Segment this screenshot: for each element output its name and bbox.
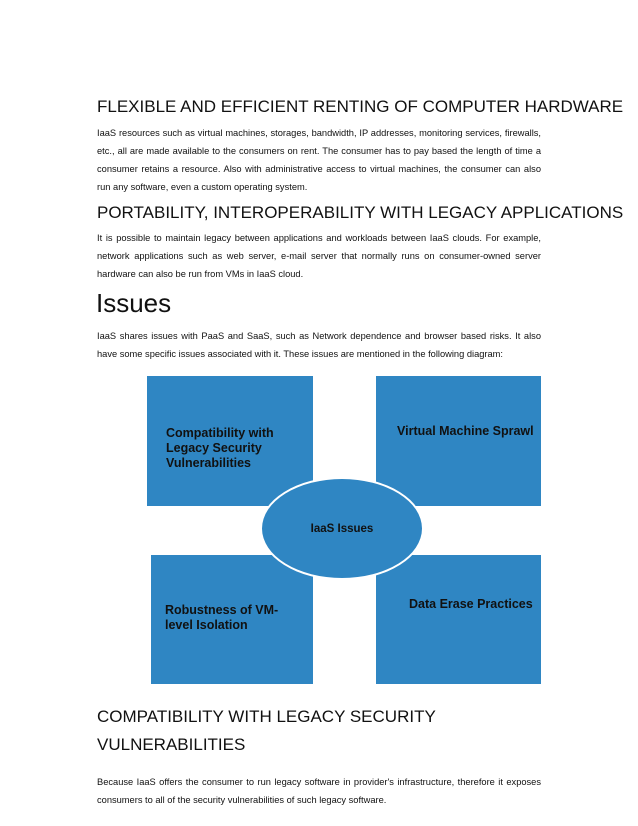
box-compatibility-label	[166, 426, 274, 471]
box-data-erase	[376, 555, 541, 684]
center-ellipse-label: IaaS Issues	[310, 523, 374, 535]
box-vm-sprawl	[376, 376, 541, 506]
box-robustness-line-1: Robustness of VM-	[165, 603, 279, 617]
box-compatibility-line-3: Vulnerabilities	[166, 456, 251, 470]
paragraph-flexible-renting: IaaS resources such as virtual machines, storages, bandwidth, IP addresses, monitoring services, firewalls, etc., all are made available to the consumers on rent. The consumer has to pay based the length of time a consumer retains a resource. Also with administrative access to virtual machines, the consumer can also run any software, even a custom operating system.	[97, 128, 541, 192]
paragraph-compatibility: Because IaaS offers the consumer to run legacy software in provider's infrastructure, therefore it exposes consumers to all of the security vulnerabilities of such legacy software.	[97, 777, 541, 805]
box-data-erase-label: Data Erase Practices	[409, 597, 533, 611]
box-robustness-line-2: level Isolation	[165, 618, 248, 632]
box-compatibility-line-1: Compatibility with	[166, 426, 274, 440]
paragraph-issues: IaaS shares issues with PaaS and SaaS, such as Network dependence and browser based risks. It also have some specific issues associated with it. These issues are mentioned in the following diagram:	[97, 331, 541, 359]
box-compatibility-line-2: Legacy Security	[166, 441, 262, 455]
box-vm-sprawl-label: Virtual Machine Sprawl	[397, 424, 534, 438]
center-ellipse	[260, 477, 424, 580]
heading-compatibility-line-1: COMPATIBILITY WITH LEGACY SECURITY	[97, 707, 436, 726]
heading-issues: Issues	[96, 288, 172, 318]
box-robustness-label	[165, 603, 278, 633]
heading-portability: PORTABILITY, INTEROPERABILITY WITH LEGACY APPLICATIONS	[97, 203, 624, 222]
paragraph-portability: It is possible to maintain legacy between applications and workloads between IaaS clouds. For example, network applications such as web server, e-mail server that normally runs on consumer-owned server hardware can also be run from VMs in IaaS cloud.	[97, 233, 541, 279]
heading-compatibility-line-2: VULNERABILITIES	[97, 735, 246, 754]
box-robustness	[151, 555, 313, 684]
iaas-issues-diagram	[147, 376, 541, 684]
heading-flexible-renting: FLEXIBLE AND EFFICIENT RENTING OF COMPUTER HARDWARE	[97, 97, 624, 116]
box-compatibility	[147, 376, 313, 506]
